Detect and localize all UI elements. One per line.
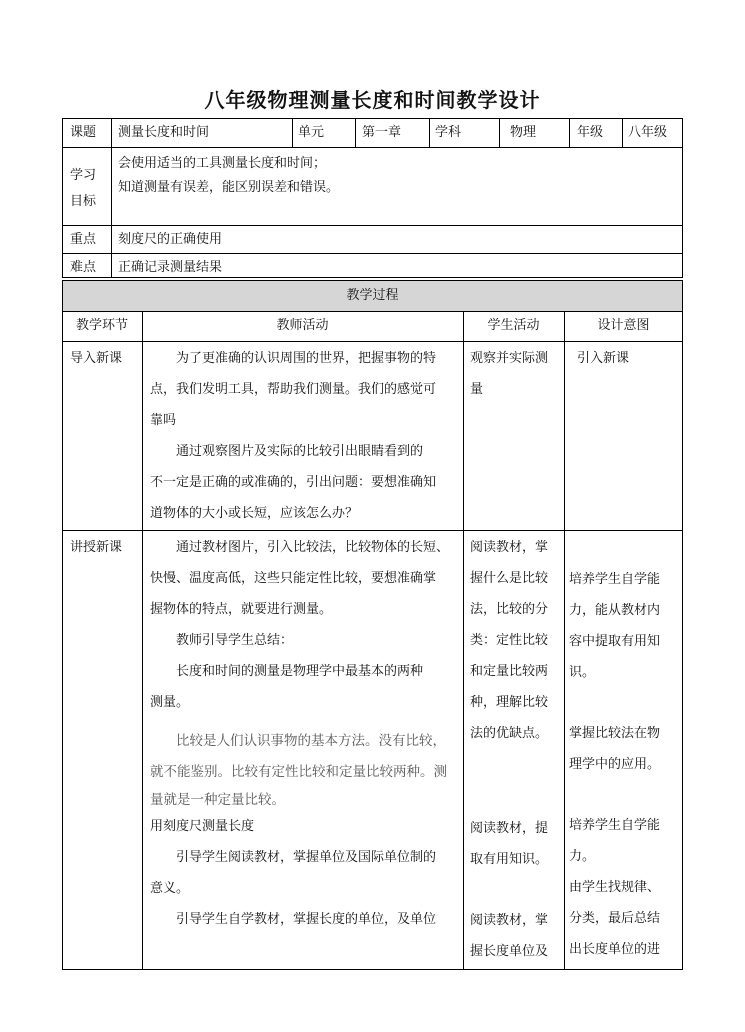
key-point-label: 重点 xyxy=(70,232,97,247)
subject-value: 物理 xyxy=(510,125,537,140)
grade-label: 年级 xyxy=(577,125,604,140)
objectives-label: 学习 目标 xyxy=(70,168,97,209)
objective-line: 知道测量有误差，能区别误差和错误。 xyxy=(118,180,340,195)
course-value: 测量长度和时间 xyxy=(118,125,210,140)
row-design-intent: 培养学生自学能 力，能从教材内 容中提取有用知 识。 掌握比较法在物 理学中的应用。 培养学生自学能 力。 由学生找规律、 分类，最后总结 出长度单位的进 xyxy=(569,572,661,957)
column-header-stage: 教学环节 xyxy=(75,318,128,333)
key-point-value: 刻度尺的正确使用 xyxy=(118,232,223,247)
objective-line: 会使用适当的工具测量长度和时间； xyxy=(118,156,327,171)
row-design-intent: 引入新课 xyxy=(577,351,630,366)
row-student-activity: 观察并实际测 量 xyxy=(470,351,549,397)
grade-value: 八年级 xyxy=(628,125,668,140)
column-header-teacher: 教师活动 xyxy=(276,318,329,333)
unit-label: 单元 xyxy=(298,125,325,140)
row-teacher-activity: 通过教材图片，引入比较法，比较物体的长短、 快慢、温度高低，这些只能定性比较，要想准确掌 握物体的特点，就要进行测量。 教师引导学生总结： 长度和时间的测量是物理学中最基本的两种 测量。 比较是人们认识事物的基本方法。没有比较， 就不能鉴别。比较有定性比较和定量比较两种。测 量就是一种定量比较。 用刻度尺测量长度 引导学生阅读教材，掌握单位及国际单位制的 意义。 引导学生自学教材，掌握长度的单位，及单位 xyxy=(150,540,450,927)
row-stage: 导入新课 xyxy=(70,351,123,366)
course-label: 课题 xyxy=(70,125,97,140)
difficulty-label: 难点 xyxy=(70,260,97,275)
column-header-student: 学生活动 xyxy=(487,318,540,333)
row-stage: 讲授新课 xyxy=(70,540,123,555)
process-title: 教学过程 xyxy=(346,288,399,303)
difficulty-value: 正确记录测量结果 xyxy=(118,260,223,275)
row-student-activity: 阅读教材，掌 握什么是比较 法，比较的分 类：定性比较 和定量比较两 种，理解比较 法的优缺点。 阅读教材，提 取有用知识。 阅读教材，掌 握长度单位及 xyxy=(470,540,549,959)
unit-value: 第一章 xyxy=(362,125,402,140)
subject-label: 学科 xyxy=(435,125,462,140)
objectives-content xyxy=(118,152,339,200)
column-header-design: 设计意图 xyxy=(597,318,650,333)
row-teacher-activity: 为了更准确的认识周围的世界，把握事物的特 点，我们发明工具，帮助我们测量。我们的感觉可 靠吗 通过观察图片及实际的比较引出眼睛看到的 不一定是正确的或准确的，引出问题：要想准确知 道物体的大小或长短，应该怎么办？ xyxy=(150,351,437,521)
document-title: 八年级物理测量长度和时间教学设计 xyxy=(204,88,541,112)
